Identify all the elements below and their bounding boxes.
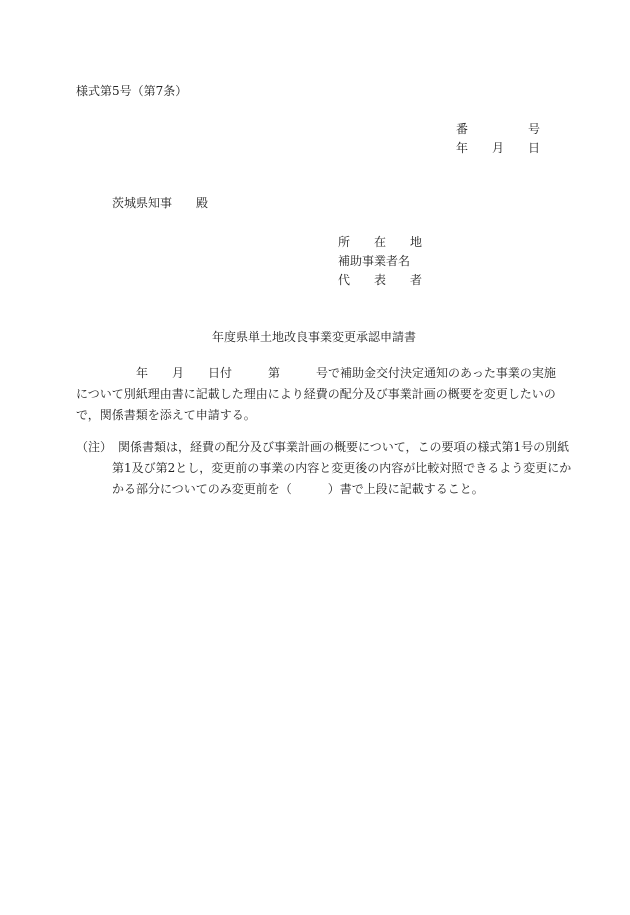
applicant-location-label: 所 在 地: [338, 235, 423, 249]
applicant-representative-label: 代 表 者: [338, 273, 423, 287]
note-line: 第1及び第2とし，変更前の事業の内容と変更後の内容が比較対照できるよう変更にか: [76, 461, 572, 475]
applicant-business-name-label: 補助事業者名: [338, 254, 411, 268]
document-title: 年度県単土地改良事業変更承認申請書: [212, 330, 417, 344]
body-line: 年 月 日付 第 号で補助金交付決定通知のあった事業の実施: [76, 366, 556, 380]
note-line: （注） 関係書類は，経費の配分及び事業計画の概要について，この要項の様式第1号の別紙: [76, 440, 570, 454]
note-section: [76, 437, 572, 500]
form-number-label: 様式第5号（第7条）: [76, 84, 188, 98]
note-line: かる部分についてのみ変更前を（ ）書で上段に記載すること。: [76, 482, 484, 496]
application-body: [76, 363, 556, 426]
addressee: 茨城県知事 殿: [112, 196, 209, 210]
body-line: で，関係書類を添えて申請する。: [76, 408, 256, 422]
body-line: について別紙理由書に記載した理由により経費の配分及び事業計画の概要を変更したいの: [76, 387, 556, 401]
document-number-line: 番 号: [456, 122, 541, 136]
document-date-line: 年 月 日: [456, 141, 541, 155]
